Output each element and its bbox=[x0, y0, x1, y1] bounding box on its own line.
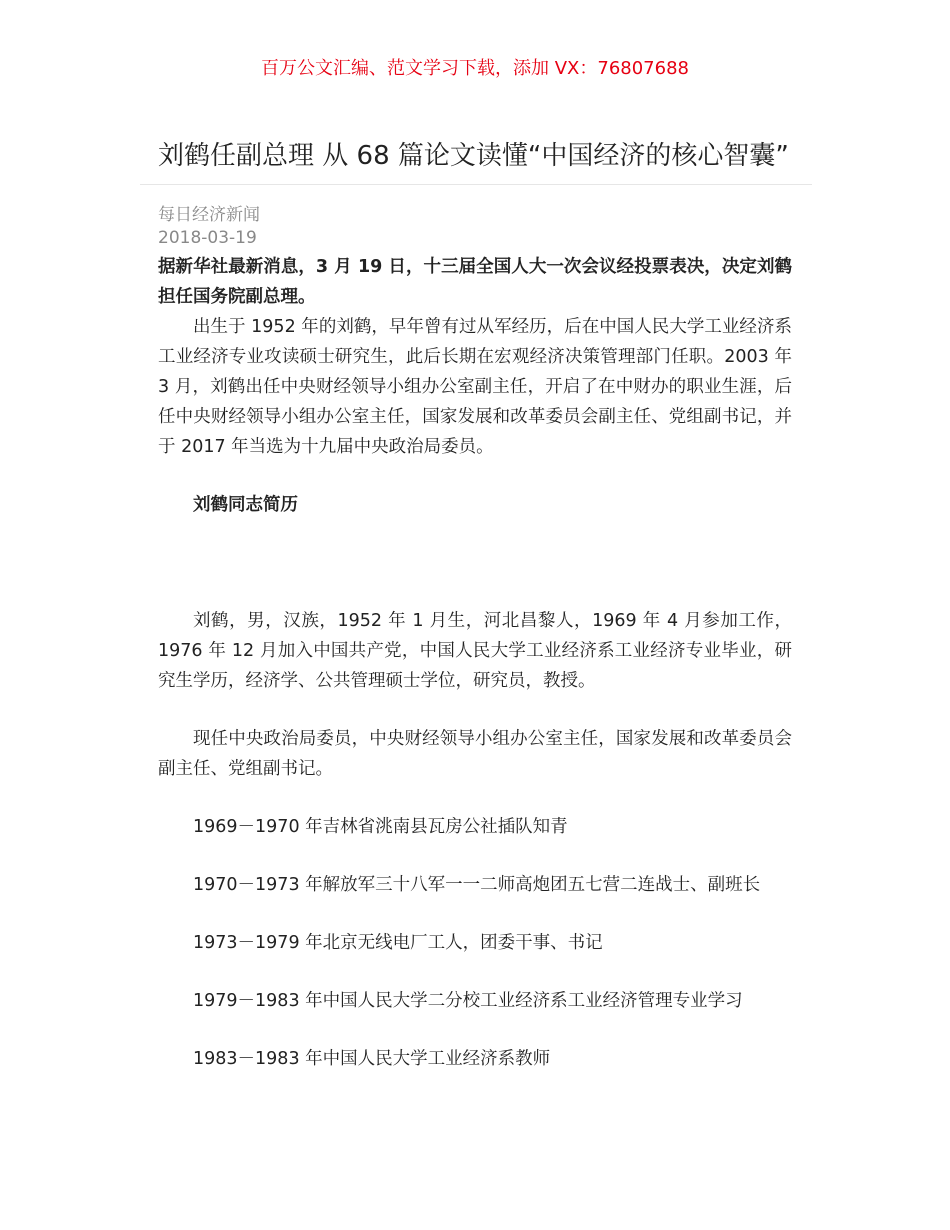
article-source: 每日经济新闻 bbox=[158, 205, 260, 225]
lead-paragraph: 据新华社最新消息，3 月 19 日，十三届全国人大一次会议经投票表决，决定刘鹤担任国务院副总理。 bbox=[158, 257, 792, 307]
timeline-item: 1983－1983 年中国人民大学工业经济系教师 bbox=[193, 1049, 551, 1069]
title-divider bbox=[140, 184, 812, 185]
article-body bbox=[158, 252, 792, 1074]
current-post-paragraph: 现任中央政治局委员，中央财经领导小组办公室主任，国家发展和改革委员会副主任、党组副书记。 bbox=[158, 729, 792, 779]
article-date: 2018-03-19 bbox=[158, 228, 257, 248]
timeline-item: 1969－1970 年吉林省洮南县瓦房公社插队知青 bbox=[193, 817, 568, 837]
profile-paragraph: 刘鹤，男，汉族，1952 年 1 月生，河北昌黎人，1969 年 4 月参加工作，1976 年 12 月加入中国共产党，中国人民大学工业经济系工业经济专业毕业，研究生学历，经济学、公共管理硕士学位，研究员，教授。 bbox=[158, 611, 792, 691]
timeline-item: 1973－1979 年北京无线电厂工人，团委干事、书记 bbox=[193, 933, 603, 953]
header-banner: 百万公文汇编、范文学习下载，添加 VX：76807688 bbox=[261, 58, 689, 79]
intro-paragraph: 出生于 1952 年的刘鹤，早年曾有过从军经历，后在中国人民大学工业经济系工业经济专业攻读硕士研究生，此后长期在宏观经济决策管理部门任职。2003 年 3 月，刘鹤出任中央财经领导小组办公室副主任，开启了在中财办的职业生涯，后任中央财经领导小组办公室主任，国家发展和改革委员会副主任、党组副书记，并于 2017 年当选为十九届中央政治局委员。 bbox=[158, 317, 792, 457]
article-title: 刘鹤任副总理 从 68 篇论文读懂“中国经济的核心智囊” bbox=[158, 141, 789, 171]
timeline-item: 1979－1983 年中国人民大学二分校工业经济系工业经济管理专业学习 bbox=[193, 991, 743, 1011]
timeline-item: 1970－1973 年解放军三十八军一一二师高炮团五七营二连战士、副班长 bbox=[193, 875, 761, 895]
resume-heading: 刘鹤同志简历 bbox=[193, 495, 298, 515]
